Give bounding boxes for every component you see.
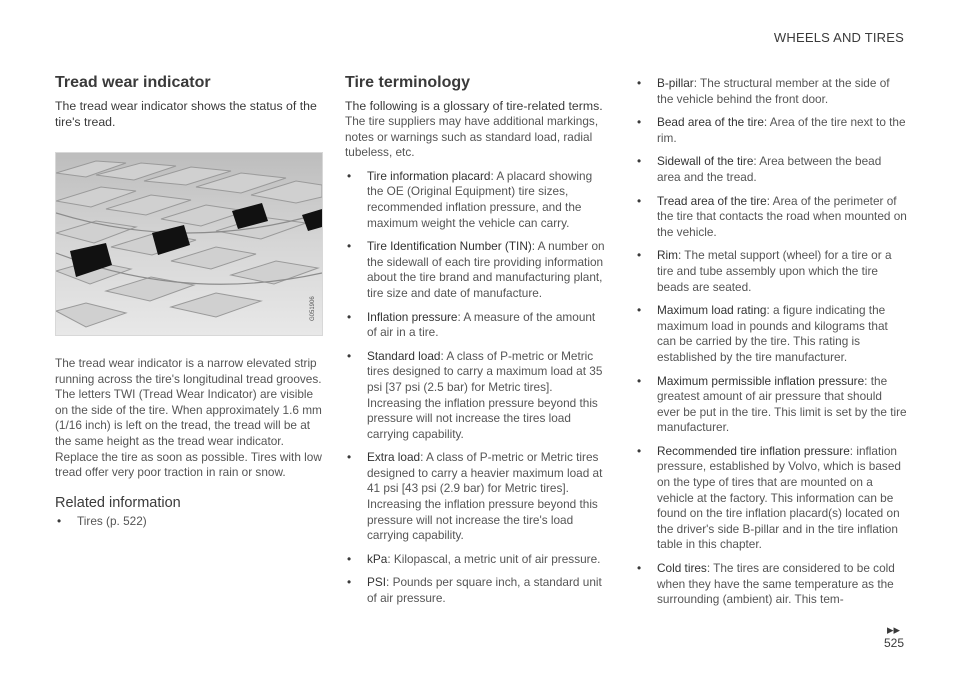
glossary-desc: : A class of P-metric or Metric tires designed to carry a maximum load at 35 psi [37 psi (2.5 bar) for Metric tires]. Increasing the inflation pressure beyond this pressure will not increase the tires load carrying capability. [367, 348, 603, 441]
page-number: 525 [884, 636, 905, 650]
glossary-desc: : The structural member at the side of the vehicle behind the front door. [657, 76, 890, 106]
glossary-continued-column [635, 76, 907, 616]
glossary-item [345, 349, 607, 443]
tire-terminology-intro: The tire suppliers may have additional markings, notes or warnings such as standard load, radial tubeless, etc. [345, 114, 599, 160]
glossary-term: Standard load [367, 348, 441, 363]
glossary-item [345, 575, 607, 606]
tread-wear-heading: Tread wear indicator [55, 74, 211, 91]
continued-arrow-icon: ▸▸ [887, 622, 901, 637]
bullet: • [637, 561, 642, 576]
glossary-term: Sidewall of the tire [657, 154, 754, 169]
glossary-term: Inflation pressure [367, 309, 458, 324]
glossary-item [635, 374, 907, 436]
bullet: • [347, 239, 352, 254]
related-information-heading: Related information [55, 494, 181, 511]
tire-tread-image [56, 153, 322, 335]
glossary-desc: : Kilopascal, a metric unit of air pressure. [387, 551, 601, 566]
glossary-item [635, 303, 907, 365]
glossary-item [635, 444, 907, 553]
bullet: • [637, 193, 642, 208]
glossary-term: Maximum permissible inflation pressure [657, 373, 865, 388]
bullet: • [347, 575, 352, 590]
glossary-desc: : Area of the perimeter of the tire that contacts the road when mounted on the vehicle. [657, 193, 907, 239]
bullet: • [347, 450, 352, 465]
related-item-label[interactable]: Tires (p. 522) [77, 513, 147, 528]
glossary-term: Tire information placard [367, 168, 491, 183]
tread-wear-body: The tread wear indicator is a narrow elevated strip running across the tire's longitudinal tread grooves. The letters TWI (Tread Wear Indicator) are visible on the side of the tire. When approximately 1.6 mm (1/16 inch) is left on the tread, the tread will be at the same height as the tread wear indicator. Replace the tire as soon as possible. Tires with low tread offer very poor traction in rain or snow. [55, 356, 322, 480]
bullet: • [347, 551, 352, 566]
glossary-desc: : Area of the tire next to the rim. [657, 115, 906, 145]
glossary-list [345, 169, 607, 607]
bullet: • [637, 443, 642, 458]
bullet: • [637, 115, 642, 130]
tread-wear-lead: The tread wear indicator shows the status of the tire's tread. [55, 99, 317, 129]
glossary-term: Cold tires [657, 561, 707, 576]
bullet: • [347, 348, 352, 363]
glossary-desc: : Area between the bead area and the tread. [657, 154, 882, 184]
glossary-item [345, 239, 607, 301]
figure-code: G051906 [310, 296, 316, 321]
glossary-item [635, 115, 907, 146]
glossary-item [345, 450, 607, 544]
tire-terminology-lead: The following is a glossary of tire-related terms. [345, 99, 603, 113]
related-item-tires[interactable] [55, 514, 323, 530]
bullet: • [637, 303, 642, 318]
glossary-item [345, 310, 607, 341]
bullet: • [637, 248, 642, 263]
related-information-list [55, 514, 323, 530]
glossary-item [345, 552, 607, 568]
glossary-item [635, 154, 907, 185]
glossary-desc: : the greatest amount of air pressure that should ever be put in the tire. This limit is set by the tire manufacturer. [657, 373, 907, 435]
glossary-desc: : Pounds per square inch, a standard unit of air pressure. [367, 575, 602, 606]
bullet: • [57, 513, 62, 528]
bullet: • [637, 76, 642, 90]
glossary-term: Recommended tire inflation pressure [657, 443, 850, 458]
bullet: • [347, 168, 352, 183]
glossary-desc: : A class of P-metric or Metric tires designed to carry a heavier maximum load at 41 psi [43 psi (2.9 bar) for Metric tires]. Increasing the inflation pressure beyond this pressure will not increase the tire's load carrying capability. [367, 450, 603, 543]
glossary-term: Tire Identification Number (TIN) [367, 239, 532, 254]
tread-wear-column [55, 74, 323, 529]
glossary-term: Maximum load rating [657, 303, 767, 318]
section-header: WHEELS AND TIRES [773, 30, 904, 45]
glossary-term: Bead area of the tire [657, 115, 764, 130]
glossary-term: B-pillar [657, 76, 694, 90]
bullet: • [347, 309, 352, 324]
tire-terminology-heading: Tire terminology [345, 74, 471, 91]
glossary-term: kPa [367, 551, 388, 566]
glossary-term: Extra load [367, 450, 421, 465]
glossary-desc: : a figure indicating the maximum load in pounds and kilograms that can be carried by the tire. This rating is established by the tire manufacturer. [657, 303, 888, 364]
glossary-item [635, 194, 907, 241]
glossary-item [635, 76, 907, 107]
glossary-desc: : A placard showing the OE (Original Equipment) tire sizes, recommended inflation pressure, and the maximum weight the vehicle can carry. [367, 168, 593, 230]
glossary-desc: : A measure of the amount of air in a tire. [367, 309, 596, 340]
glossary-term: Tread area of the tire [657, 193, 767, 208]
bullet: • [637, 154, 642, 169]
bullet: • [637, 373, 642, 388]
glossary-desc: : The tires are considered to be cold when they have the same temperature as the surrounding (ambient) air. This tem- [657, 561, 895, 607]
tire-terminology-column [345, 74, 607, 615]
glossary-desc: : inflation pressure, established by Volvo, which is based on the type of tires that are mounted on a vehicle at the factory. This information can be found on the tire inflation placard(s) located on the driver's side B-pillar and in the tire inflation table in this chapter. [657, 443, 901, 552]
glossary-term: Rim [657, 248, 678, 263]
glossary-list-continued [635, 76, 907, 608]
tread-wear-illustration [55, 152, 323, 336]
glossary-item [635, 248, 907, 295]
glossary-term: PSI [367, 575, 387, 590]
glossary-item [345, 169, 607, 231]
glossary-desc: : The metal support (wheel) for a tire or a tire and tube assembly upon which the tire beads are seated. [657, 248, 892, 294]
glossary-item [635, 561, 907, 608]
glossary-desc: : A number on the sidewall of each tire providing information about the tire brand and manufacturing plant, tire size and date of manufacture. [367, 239, 605, 300]
